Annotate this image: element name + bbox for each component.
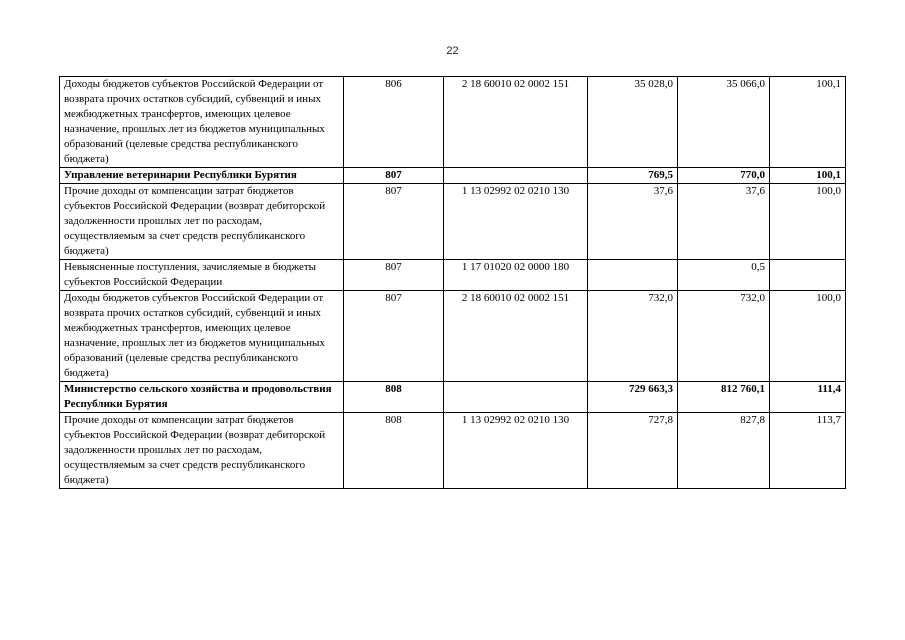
- actual-amount-cell: 0,5: [678, 260, 770, 291]
- planned-amount-cell: 732,0: [588, 291, 678, 382]
- budget-income-table: [59, 76, 846, 489]
- budget-classification-code-cell: 2 18 60010 02 0002 151: [444, 77, 588, 168]
- execution-percent-cell: 100,1: [770, 77, 846, 168]
- income-name-cell: Управление ветеринарии Республики Бурятия: [60, 168, 344, 184]
- actual-amount-cell: 812 760,1: [678, 382, 770, 413]
- page-number: 22: [446, 45, 459, 57]
- income-name-cell: Прочие доходы от компенсации затрат бюджетов субъектов Российской Федерации (возврат дебиторской задолженности прошлых лет по расходам, осуществляемым за счет средств республиканского бюджета): [60, 184, 344, 260]
- table-row: [60, 291, 846, 382]
- table-row: [60, 413, 846, 489]
- execution-percent-cell: 111,4: [770, 382, 846, 413]
- actual-amount-cell: 732,0: [678, 291, 770, 382]
- income-name-cell: Доходы бюджетов субъектов Российской Федерации от возврата прочих остатков субсидий, субвенций и иных межбюджетных трансфертов, имеющих целевое назначение, прошлых лет из бюджетов муниципальных образований (целевые средства республиканского бюджета): [60, 77, 344, 168]
- execution-percent-cell: 100,1: [770, 168, 846, 184]
- actual-amount-cell: 770,0: [678, 168, 770, 184]
- budget-classification-code-cell: 1 13 02992 02 0210 130: [444, 184, 588, 260]
- administrator-code-cell: 807: [344, 260, 444, 291]
- income-name-cell: Невыясненные поступления, зачисляемые в бюджеты субъектов Российской Федерации: [60, 260, 344, 291]
- budget-classification-code-cell: 1 17 01020 02 0000 180: [444, 260, 588, 291]
- actual-amount-cell: 35 066,0: [678, 77, 770, 168]
- administrator-code-cell: 807: [344, 168, 444, 184]
- income-name-cell: Министерство сельского хозяйства и продовольствия Республики Бурятия: [60, 382, 344, 413]
- planned-amount-cell: 727,8: [588, 413, 678, 489]
- administrator-code-cell: 806: [344, 77, 444, 168]
- planned-amount-cell: [588, 260, 678, 291]
- table-row-group-header: [60, 382, 846, 413]
- table-row-group-header: [60, 168, 846, 184]
- administrator-code-cell: 807: [344, 291, 444, 382]
- budget-classification-code-cell: 1 13 02992 02 0210 130: [444, 413, 588, 489]
- planned-amount-cell: 35 028,0: [588, 77, 678, 168]
- table-row: [60, 260, 846, 291]
- planned-amount-cell: 37,6: [588, 184, 678, 260]
- income-name-cell: Доходы бюджетов субъектов Российской Федерации от возврата прочих остатков субсидий, субвенций и иных межбюджетных трансфертов, имеющих целевое назначение, прошлых лет из бюджетов муниципальных образований (целевые средства республиканского бюджета): [60, 291, 344, 382]
- execution-percent-cell: [770, 260, 846, 291]
- budget-classification-code-cell: [444, 382, 588, 413]
- administrator-code-cell: 807: [344, 184, 444, 260]
- table-row: [60, 184, 846, 260]
- budget-classification-code-cell: 2 18 60010 02 0002 151: [444, 291, 588, 382]
- administrator-code-cell: 808: [344, 382, 444, 413]
- actual-amount-cell: 827,8: [678, 413, 770, 489]
- actual-amount-cell: 37,6: [678, 184, 770, 260]
- execution-percent-cell: 113,7: [770, 413, 846, 489]
- execution-percent-cell: 100,0: [770, 184, 846, 260]
- planned-amount-cell: 769,5: [588, 168, 678, 184]
- budget-classification-code-cell: [444, 168, 588, 184]
- income-name-cell: Прочие доходы от компенсации затрат бюджетов субъектов Российской Федерации (возврат дебиторской задолженности прошлых лет по расходам, осуществляемым за счет средств республиканского бюджета): [60, 413, 344, 489]
- execution-percent-cell: 100,0: [770, 291, 846, 382]
- administrator-code-cell: 808: [344, 413, 444, 489]
- planned-amount-cell: 729 663,3: [588, 382, 678, 413]
- table-row: [60, 77, 846, 168]
